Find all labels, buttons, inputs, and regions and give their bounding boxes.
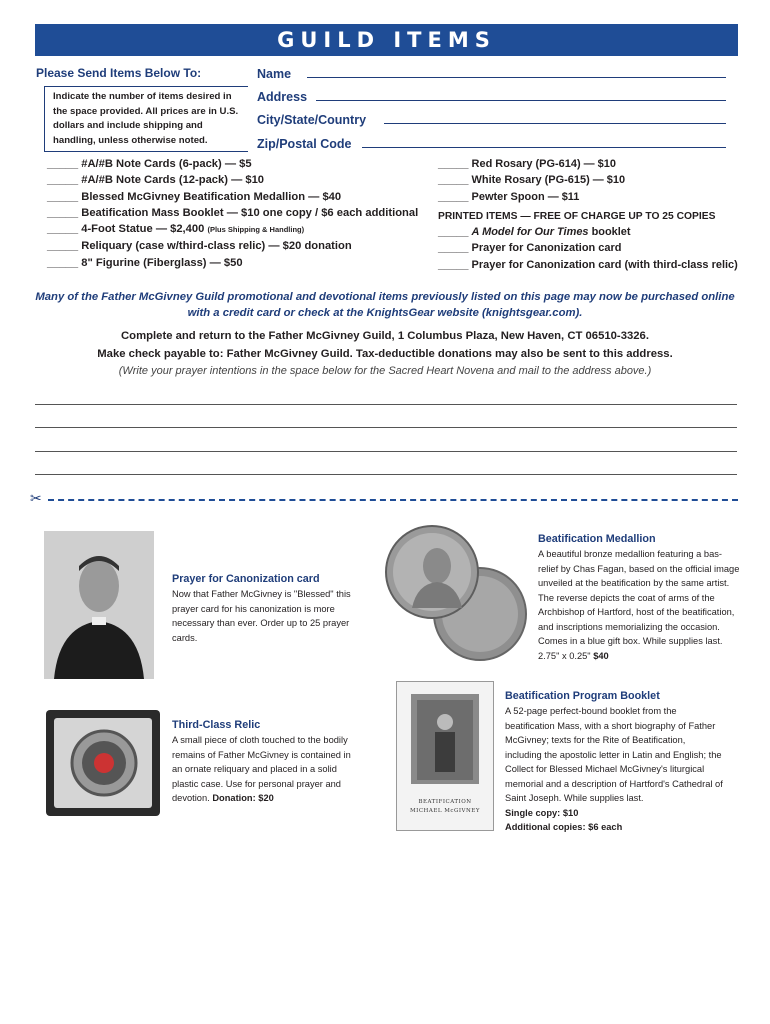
name-label: Name (257, 67, 292, 81)
medallion-description (538, 547, 740, 663)
booklet-text: A 52-page perfect-bound booklet from the beatification Mass, with a short biography of Father McGivney; texts for the Rite of Beatification, including the apostolic letter in Latin and English; the Collect for Blessed Michael McGivney's liturgical memorial and a description of Hartford's Cathedral of Saint Joseph. While supplies last. (505, 706, 723, 803)
booklet-cover-title (397, 798, 493, 816)
city-field[interactable] (384, 123, 726, 124)
order-item[interactable]: _____ Red Rosary (PG-614) — $10 (438, 158, 616, 170)
prayer-line[interactable] (35, 427, 737, 428)
order-item[interactable]: _____ Pewter Spoon — $11 (438, 190, 580, 203)
instructions-box: Indicate the number of items desired in the space provided. All prices are in U.S. dollars and include shipping and handling, unless otherwise noted. (44, 86, 248, 152)
order-item[interactable]: _____ Prayer for Canonization card (438, 242, 622, 255)
order-item[interactable]: _____ Prayer for Canonization card (with third-class relic) (438, 258, 738, 271)
promo-line: with a credit card or check at the KnightsGear website (knightsgear.com). (187, 307, 583, 319)
order-item[interactable]: _____ Beatification Mass Booklet — $10 one copy / $6 each additional (47, 206, 419, 219)
portrait-illustration (44, 531, 154, 679)
relic-photo (44, 708, 162, 818)
prayer-card-title: Prayer for Canonization card (172, 573, 320, 585)
mailing-instructions (30, 327, 740, 363)
order-item[interactable]: _____ #A/#B Note Cards (12-pack) — $10 (47, 174, 265, 187)
prayer-line[interactable] (35, 474, 737, 475)
portrait-photo (44, 531, 154, 679)
name-field[interactable] (307, 77, 726, 78)
booklet-single-price: Single copy: $10 (505, 807, 579, 818)
relic-illustration (44, 708, 162, 818)
mailing-line: Complete and return to the Father McGivney Guild, 1 Columbus Plaza, New Haven, CT 06510-3326. (121, 330, 649, 342)
order-item[interactable]: _____ Blessed McGivney Beatification Medallion — $40 (47, 190, 342, 203)
order-list-right (438, 156, 744, 273)
relic-title: Third-Class Relic (172, 719, 261, 731)
zip-label: Zip/Postal Code (257, 137, 352, 151)
order-item[interactable]: _____ #A/#B Note Cards (6-pack) — $5 (47, 158, 252, 170)
prayer-note: (Write your prayer intentions in the space below for the Sacred Heart Novena and mail to the address above.) (118, 365, 652, 377)
medallion-text: A beautiful bronze medallion featuring a bas-relief by Chas Fagan, based on the official image unveiled at the beatification by the same artist. The reverse depicts the coat of arms of the Archbishop of Hartford, host of the beatification, and inscriptions memorializing the occasion. Comes in a blue gift box. (538, 549, 740, 646)
cut-line (48, 499, 738, 501)
booklet-additional-price: Additional copies: $6 each (505, 822, 623, 832)
city-label: City/State/Country (257, 113, 367, 127)
booklet-cover-line: BEATIFICATION (418, 799, 472, 805)
order-item[interactable]: _____ 4-Foot Statue — $2,400 (Plus Shipping & Handling) (47, 223, 305, 236)
relic-text: A small piece of cloth touched to the bodily remains of Father McGivney is contained in an ornate reliquary and placed in a solid plastic case. Use for personal prayer and devotion. (172, 735, 351, 803)
relic-donation: Donation: $20 (212, 793, 274, 803)
booklet-cover (396, 681, 494, 831)
relic-description (172, 733, 356, 806)
send-label: Please Send Items Below To: (36, 66, 202, 80)
medallion-supplies: While supplies last. 2.75" x 0.25" (538, 636, 723, 661)
medallion-title: Beatification Medallion (538, 533, 656, 545)
order-list-left (47, 156, 418, 271)
printed-items-heading: PRINTED ITEMS — FREE OF CHARGE UP TO 25 COPIES (438, 209, 716, 222)
promo-text (30, 289, 740, 321)
medallion-photo (382, 520, 530, 662)
booklet-cover-line: MICHAEL McGIVNEY (410, 808, 480, 814)
prayer-card-text: Now that Father McGivney is "Blessed" this prayer card for his canonization is more necessary than ever. Order up to 25 prayer cards. (172, 589, 351, 643)
mailing-line: Make check payable to: Father McGivney Guild. Tax-deductible donations may also be sent to this address. (97, 348, 673, 360)
address-field[interactable] (316, 100, 726, 101)
zip-field[interactable] (362, 147, 726, 148)
promo-line: Many of the Father McGivney Guild promotional and devotional items previously listed on this page may now be purchased online (35, 291, 735, 303)
page-title: GUILD ITEMS (35, 24, 738, 56)
medallion-price: $40 (593, 650, 609, 661)
medallion-illustration (382, 520, 530, 662)
booklet-description (505, 704, 723, 835)
address-label: Address (257, 90, 308, 104)
order-item[interactable]: _____ 8" Figurine (Fiberglass) — $50 (47, 256, 243, 269)
booklet-title: Beatification Program Booklet (505, 690, 660, 702)
scissors-icon: ✂ (30, 490, 42, 506)
prayer-line[interactable] (35, 404, 737, 405)
prayer-line[interactable] (35, 451, 737, 452)
order-item[interactable]: _____ Reliquary (case w/third-class relic) — $20 donation (47, 240, 352, 253)
order-item[interactable]: _____ A Model for Our Times booklet (438, 226, 631, 239)
order-item[interactable]: _____ White Rosary (PG-615) — $10 (438, 174, 626, 187)
